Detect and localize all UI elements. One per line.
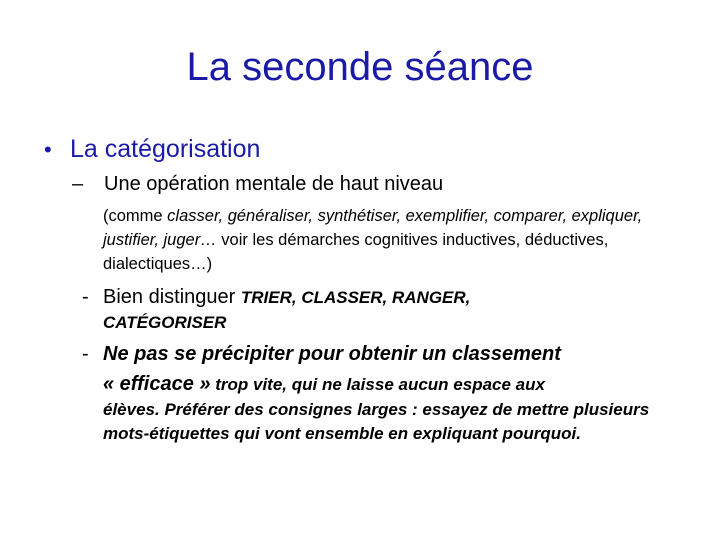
slide-title: La seconde séance — [186, 45, 534, 89]
sub3-quote: « efficace » — [103, 373, 211, 395]
bullet-catégorisation — [44, 134, 260, 165]
bullet-text: La catégorisation — [70, 135, 261, 163]
sub3-line2-rest: trop vite, qui ne laisse aucun espace aux — [210, 375, 545, 394]
sub-text: Une opération mentale de haut niveau — [104, 173, 444, 195]
sub-text — [103, 285, 470, 310]
sub-dash: – — [72, 173, 84, 195]
paren-rest: voir les démarches cognitives inductives, déductives, dialectiques…) — [103, 231, 609, 273]
sub3-line1: Ne pas se précipiter pour obtenir un classement — [103, 343, 561, 365]
sub2-continuation: CATÉGORISER — [103, 313, 227, 332]
sub2-lead: Bien distinguer — [103, 286, 241, 308]
sub3-rest: élèves. Préférer des consignes larges : essayez de mettre plusieurs mots-étiquettes qui vont ensemble en expliquant pourquoi. — [103, 400, 650, 443]
sub-dash: - — [82, 286, 89, 308]
sub-dash: - — [82, 343, 89, 365]
sub2-emph: TRIER, CLASSER, RANGER, — [240, 288, 471, 307]
paren-italic-verbs: classer, généraliser, synthétiser, exemplifier, comparer, expliquer, justifier, juger… — [103, 207, 643, 249]
paren-open: (comme — [103, 207, 168, 225]
parenthetical-note — [103, 204, 683, 276]
sub3-line2 — [103, 372, 545, 398]
bullet-dot: • — [44, 137, 52, 162]
